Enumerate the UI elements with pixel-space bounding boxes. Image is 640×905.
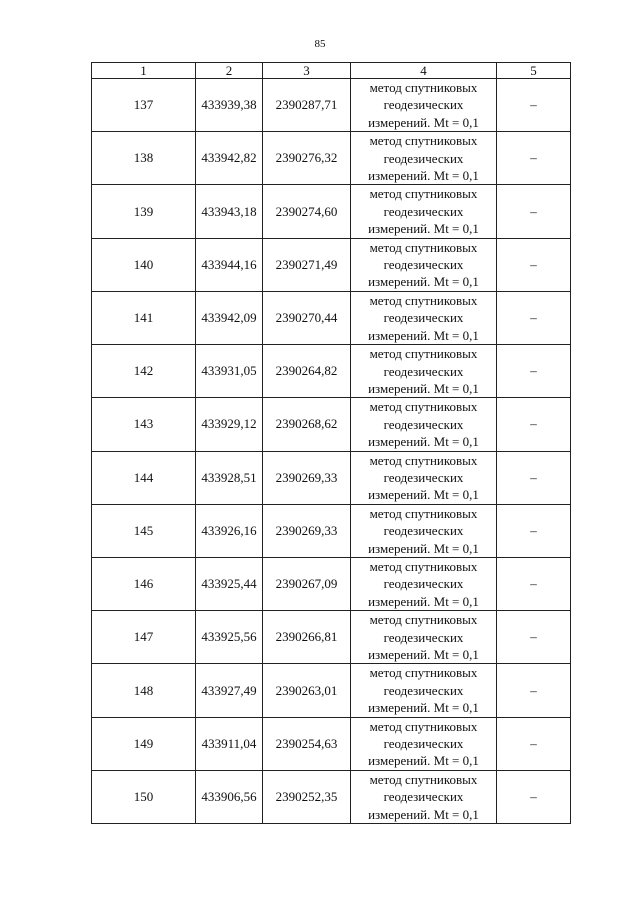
method-cell: метод спутниковых геодезических измерений. Mt = 0,1 bbox=[351, 345, 497, 398]
y-coordinate-cell: 2390287,71 bbox=[263, 79, 351, 132]
table-row bbox=[92, 398, 571, 451]
y-coordinate-cell: 2390263,01 bbox=[263, 664, 351, 717]
x-coordinate-cell: 433927,49 bbox=[196, 664, 263, 717]
x-coordinate-cell: 433928,51 bbox=[196, 451, 263, 504]
point-number-cell: 138 bbox=[92, 132, 196, 185]
method-cell: метод спутниковых геодезических измерений. Mt = 0,1 bbox=[351, 132, 497, 185]
point-number-cell: 140 bbox=[92, 238, 196, 291]
point-number-cell: 147 bbox=[92, 611, 196, 664]
point-number-cell: 146 bbox=[92, 557, 196, 610]
y-coordinate-cell: 2390254,63 bbox=[263, 717, 351, 770]
table-row bbox=[92, 238, 571, 291]
table-row bbox=[92, 345, 571, 398]
x-coordinate-cell: 433942,09 bbox=[196, 291, 263, 344]
y-coordinate-cell: 2390252,35 bbox=[263, 770, 351, 823]
extra-cell: – bbox=[497, 504, 571, 557]
x-coordinate-cell: 433925,56 bbox=[196, 611, 263, 664]
y-coordinate-cell: 2390266,81 bbox=[263, 611, 351, 664]
extra-cell: – bbox=[497, 345, 571, 398]
x-coordinate-cell: 433931,05 bbox=[196, 345, 263, 398]
table-body bbox=[92, 79, 571, 824]
method-cell: метод спутниковых геодезических измерений. Mt = 0,1 bbox=[351, 238, 497, 291]
extra-cell: – bbox=[497, 238, 571, 291]
y-coordinate-cell: 2390270,44 bbox=[263, 291, 351, 344]
point-number-cell: 145 bbox=[92, 504, 196, 557]
y-coordinate-cell: 2390274,60 bbox=[263, 185, 351, 238]
extra-cell: – bbox=[497, 398, 571, 451]
table-row bbox=[92, 557, 571, 610]
extra-cell: – bbox=[497, 291, 571, 344]
point-number-cell: 148 bbox=[92, 664, 196, 717]
point-number-cell: 137 bbox=[92, 79, 196, 132]
table-row bbox=[92, 185, 571, 238]
y-coordinate-cell: 2390271,49 bbox=[263, 238, 351, 291]
y-coordinate-cell: 2390264,82 bbox=[263, 345, 351, 398]
x-coordinate-cell: 433926,16 bbox=[196, 504, 263, 557]
method-cell: метод спутниковых геодезических измерений. Mt = 0,1 bbox=[351, 557, 497, 610]
extra-cell: – bbox=[497, 132, 571, 185]
point-number-cell: 142 bbox=[92, 345, 196, 398]
x-coordinate-cell: 433942,82 bbox=[196, 132, 263, 185]
point-number-cell: 149 bbox=[92, 717, 196, 770]
extra-cell: – bbox=[497, 185, 571, 238]
table-row bbox=[92, 451, 571, 504]
method-cell: метод спутниковых геодезических измерений. Mt = 0,1 bbox=[351, 611, 497, 664]
point-number-cell: 141 bbox=[92, 291, 196, 344]
x-coordinate-cell: 433944,16 bbox=[196, 238, 263, 291]
table-row bbox=[92, 291, 571, 344]
table-row bbox=[92, 611, 571, 664]
table-row bbox=[92, 504, 571, 557]
point-number-cell: 150 bbox=[92, 770, 196, 823]
x-coordinate-cell: 433925,44 bbox=[196, 557, 263, 610]
column-header-1: 1 bbox=[92, 63, 196, 79]
x-coordinate-cell: 433943,18 bbox=[196, 185, 263, 238]
point-number-cell: 143 bbox=[92, 398, 196, 451]
table-row bbox=[92, 664, 571, 717]
header-row bbox=[92, 63, 571, 79]
table-row bbox=[92, 770, 571, 823]
method-cell: метод спутниковых геодезических измерений. Mt = 0,1 bbox=[351, 664, 497, 717]
column-header-5: 5 bbox=[497, 63, 571, 79]
page-number: 85 bbox=[314, 38, 326, 50]
y-coordinate-cell: 2390268,62 bbox=[263, 398, 351, 451]
table-header bbox=[92, 63, 571, 79]
method-cell: метод спутниковых геодезических измерений. Mt = 0,1 bbox=[351, 398, 497, 451]
method-cell: метод спутниковых геодезических измерений. Mt = 0,1 bbox=[351, 451, 497, 504]
y-coordinate-cell: 2390276,32 bbox=[263, 132, 351, 185]
method-cell: метод спутниковых геодезических измерений. Mt = 0,1 bbox=[351, 717, 497, 770]
column-header-3: 3 bbox=[263, 63, 351, 79]
column-header-4: 4 bbox=[351, 63, 497, 79]
column-header-2: 2 bbox=[196, 63, 263, 79]
x-coordinate-cell: 433929,12 bbox=[196, 398, 263, 451]
extra-cell: – bbox=[497, 611, 571, 664]
point-number-cell: 144 bbox=[92, 451, 196, 504]
extra-cell: – bbox=[497, 664, 571, 717]
method-cell: метод спутниковых геодезических измерений. Mt = 0,1 bbox=[351, 185, 497, 238]
y-coordinate-cell: 2390269,33 bbox=[263, 451, 351, 504]
table-row bbox=[92, 717, 571, 770]
extra-cell: – bbox=[497, 451, 571, 504]
x-coordinate-cell: 433906,56 bbox=[196, 770, 263, 823]
y-coordinate-cell: 2390269,33 bbox=[263, 504, 351, 557]
coordinates-table bbox=[91, 62, 571, 824]
extra-cell: – bbox=[497, 557, 571, 610]
y-coordinate-cell: 2390267,09 bbox=[263, 557, 351, 610]
x-coordinate-cell: 433939,38 bbox=[196, 79, 263, 132]
method-cell: метод спутниковых геодезических измерений. Mt = 0,1 bbox=[351, 291, 497, 344]
extra-cell: – bbox=[497, 717, 571, 770]
method-cell: метод спутниковых геодезических измерений. Mt = 0,1 bbox=[351, 504, 497, 557]
table-row bbox=[92, 132, 571, 185]
extra-cell: – bbox=[497, 770, 571, 823]
method-cell: метод спутниковых геодезических измерений. Mt = 0,1 bbox=[351, 79, 497, 132]
table-row bbox=[92, 79, 571, 132]
method-cell: метод спутниковых геодезических измерений. Mt = 0,1 bbox=[351, 770, 497, 823]
extra-cell: – bbox=[497, 79, 571, 132]
x-coordinate-cell: 433911,04 bbox=[196, 717, 263, 770]
point-number-cell: 139 bbox=[92, 185, 196, 238]
